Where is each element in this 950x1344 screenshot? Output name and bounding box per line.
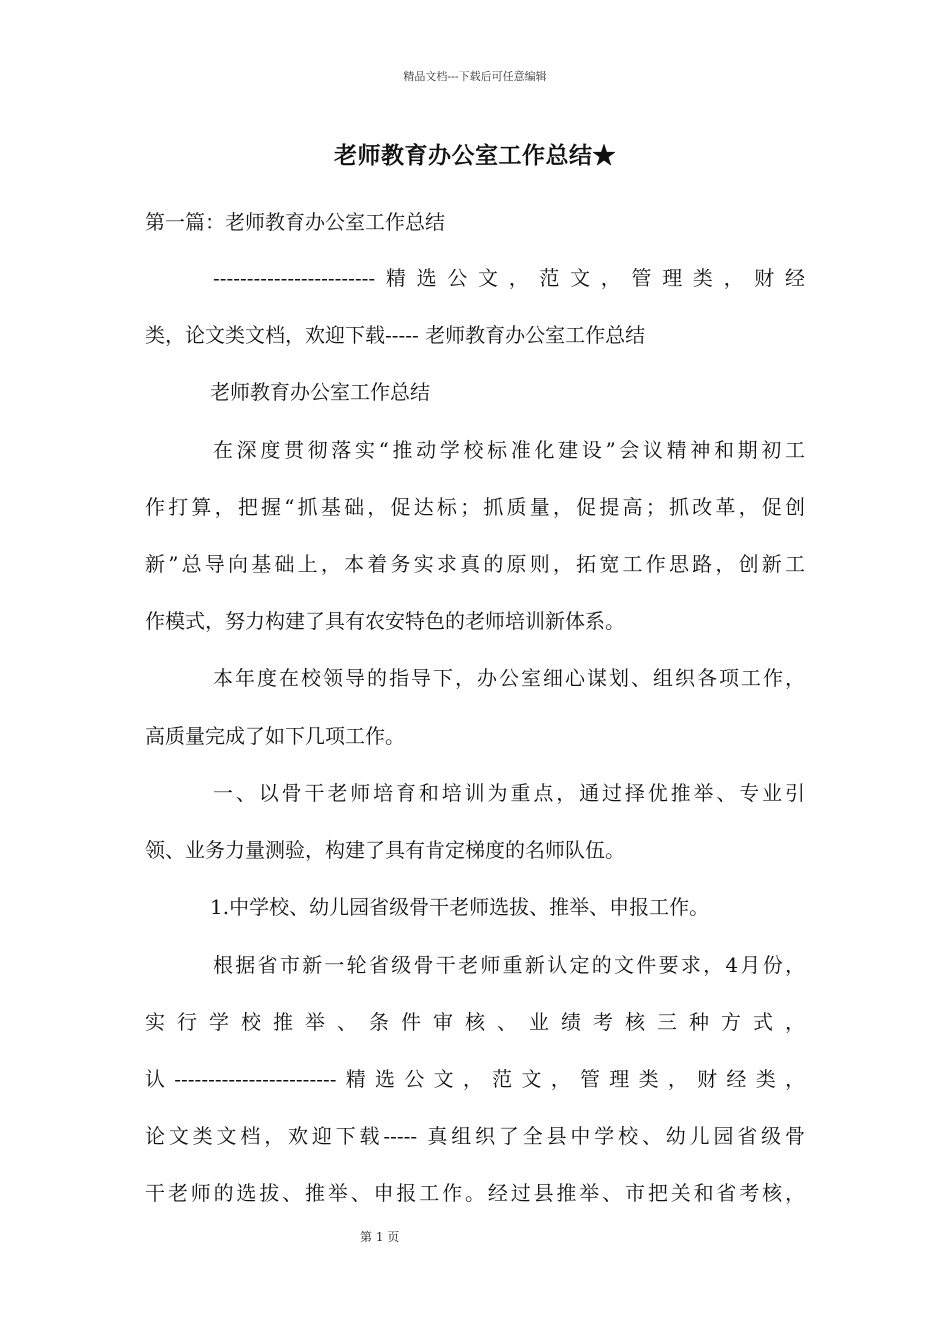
- section-heading: 第一篇：老师教育办公室工作总结: [145, 210, 445, 234]
- text-line: 高质量完成了如下几项工作。: [145, 724, 405, 748]
- document-title: 老师教育办公室工作总结★: [334, 142, 616, 169]
- text-line: 在深度贯彻落实“推动学校标准化建设”会议精神和期初工: [213, 438, 805, 462]
- text-line: 作模式，努力构建了具有农安特色的老师培训新体系。: [145, 609, 625, 633]
- page-header: 精品文档---下载后可任意编辑: [403, 70, 547, 83]
- page-number: 第 1 页: [360, 1230, 400, 1244]
- text-line: 领、业务力量测验，构建了具有肯定梯度的名师队伍。: [145, 838, 625, 862]
- text-line: 类，论文类文档，欢迎下载----- 老师教育办公室工作总结: [145, 323, 646, 347]
- text-line: ------------------------精选公文，范文，管理类，财经: [213, 266, 805, 290]
- text-line: 论文类文档，欢迎下载----- 真组织了全县中学校、幼儿园省级骨: [145, 1124, 805, 1148]
- numbered-heading: 1.中学校、幼儿园省级骨干老师选拔、推举、申报工作。: [210, 895, 710, 919]
- text-line: 根据省市新一轮省级骨干老师重新认定的文件要求，4月份，: [213, 953, 805, 977]
- text-line: 实行学校推举、条件审核、业绩考核三种方式，: [145, 1010, 805, 1034]
- text-line: 作打算，把握“抓基础，促达标；抓质量，促提高；抓改革，促创: [145, 495, 805, 519]
- subheading: 老师教育办公室工作总结: [210, 380, 430, 404]
- text-line: 本年度在校领导的指导下，办公室细心谋划、组织各项工作，: [213, 666, 805, 690]
- text-line: 一、以骨干老师培育和培训为重点，通过择优推举、专业引: [213, 781, 805, 805]
- text-line: 认------------------------精选公文，范文，管理类，财经类，: [145, 1067, 805, 1091]
- text-line: 新”总导向基础上，本着务实求真的原则，拓宽工作思路，创新工: [145, 552, 805, 576]
- text-line: 干老师的选拔、推举、申报工作。经过县推举、市把关和省考核，: [145, 1181, 805, 1205]
